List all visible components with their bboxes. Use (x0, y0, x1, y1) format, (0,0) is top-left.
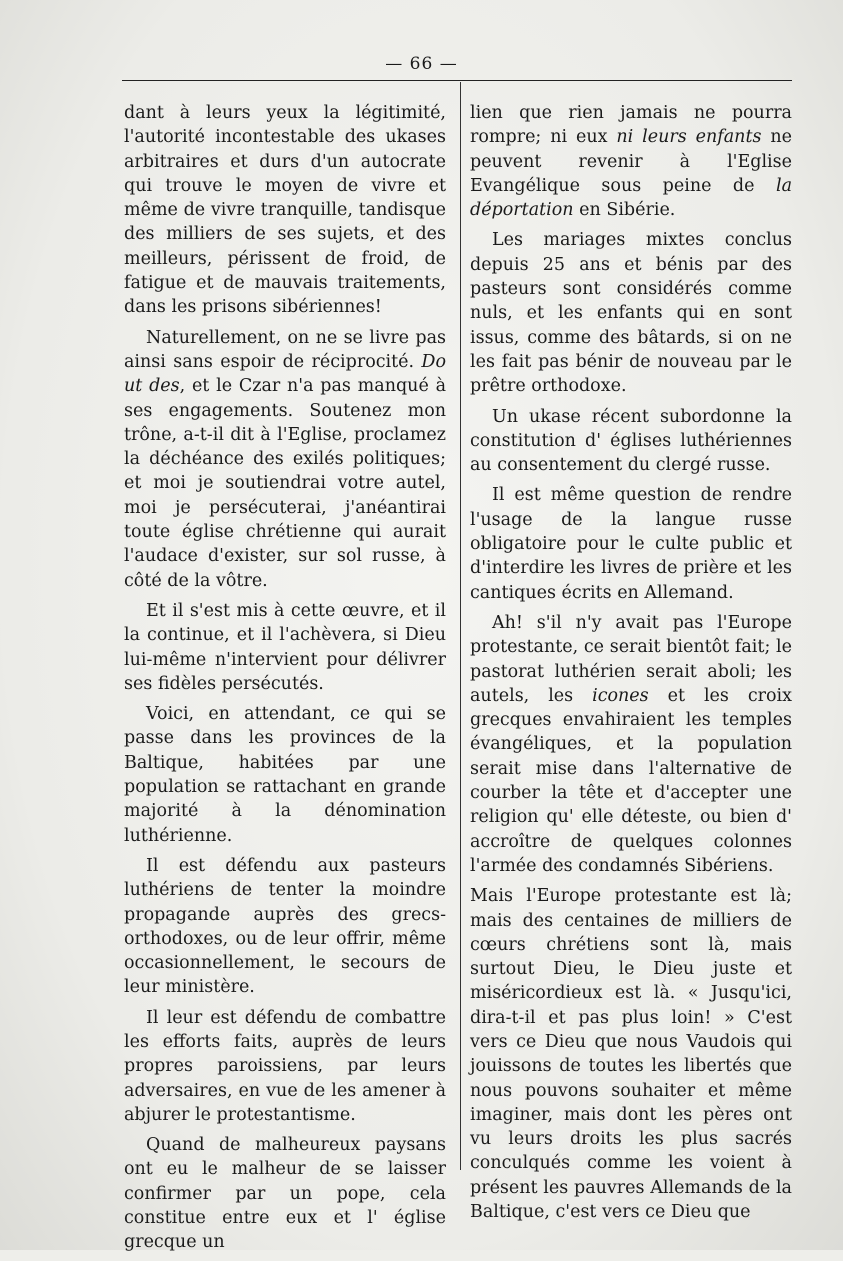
paragraph: Mais l'Europe protestante est là; mais des centaines de milliers de cœurs chrétiens sont là, mais surtout Dieu, le Dieu juste et miséricordieux est là. « Jusqu'ici, dira-t-il et pas plus loin! » C'est vers ce Dieu que nous Vaudois qui jouissons de toutes les libertés que nous pouvons souhaiter et même imaginer, mais dont les pères ont vu leurs droits les plus sacrés conculqués comme les voient à présent les pauvres Allemands de la Baltique, c'est vers ce Dieu que (470, 886, 792, 1223)
paragraph: Quand de malheureux paysans ont eu le malheur de se laisser confirmer par un pope, cela constitue entre eux et l' église grecque un (124, 1135, 446, 1253)
header-rule (122, 80, 792, 81)
text-run: en Sibérie. (573, 200, 676, 221)
paragraph (470, 611, 792, 878)
column-divider (460, 82, 461, 1170)
paragraph: Les mariages mixtes conclus depuis 25 ans et bénis par des pasteurs sont considérés comme nuls, et les enfants qui en sont issus, comme des bâtards, si on ne les fait pas bénir de nouveau par le prêtre orthodoxe. (470, 230, 792, 397)
paragraph: dant à leurs yeux la légitimité, l'autorité incontestable des ukases arbitraires et durs d'un autocrate qui trouve le moyen de vivre et même de vivre tranquille, tandisque des milliers de ses sujets, et des meilleurs, périssent de froid, de fatigue et de mauvais traitements, dans les prisons sibériennes! (124, 103, 446, 318)
italic-phrase: la déportation (470, 175, 792, 221)
paragraph: Un ukase récent subordonne la constitution d' églises luthériennes au consentement du clergé russe. (470, 406, 792, 476)
italic-phrase: Do ut des (124, 351, 446, 397)
paragraph (470, 101, 792, 222)
text-run: ne peuvent revenir à l'Eglise Evangélique sous peine de (470, 127, 792, 196)
paragraph: Voici, en attendant, ce qui se passe dans les provinces de la Baltique, habitées par une population se rattachant en grande majorité à la dénomination luthérienne. (124, 704, 446, 846)
left-column (124, 101, 446, 1261)
text-run: lien que rien jamais ne pourra rompre; ni eux (470, 103, 792, 148)
text-run: Ah! s'il n'y avait pas l'Europe protestante, ce serait bientôt fait; le pastorat luthérien serait aboli; les autels, les (470, 612, 792, 706)
text-run: et les croix grecques envahiraient les temples évangéliques, et la population serait mise dans l'alternative de courber la tête et d'accepter une religion qu' elle déteste, ou bien d' accroître de quelques colonnes l'armée des condamnés Sibériens. (470, 685, 793, 876)
italic-phrase: ni leurs enfants (616, 127, 762, 148)
paragraph: Et il s'est mis à cette œuvre, et il la continue, et il l'achèvera, si Dieu lui-même n'intervient pour délivrer ses fidèles persécutés. (124, 600, 446, 694)
paragraph: Il leur est défendu de combattre les efforts faits, auprès de leurs propres paroissiens, par leurs adversaires, en vue de les amener à abjurer le protestantisme. (124, 1007, 446, 1125)
right-column (470, 101, 792, 1230)
page-number: — 66 — (385, 54, 458, 74)
paragraph: Il est même question de rendre l'usage de la langue russe obligatoire pour le culte public et d'interdire les livres de prière et les cantiques écrits en Allemand. (470, 485, 792, 603)
text-run: , et le Czar n'a pas manqué à ses engagements. Soutenez mon trône, a-t-il dit à l'Eglise, proclamez la déchéance des exilés politiques; et moi je soutiendrai votre autel, moi je persécuterai, j'anéantirai toute église chrétienne qui aurait l'audace d'exister, sur sol russe, à côté de la vôtre. (124, 376, 447, 591)
paragraph: Il est défendu aux pasteurs luthériens de tenter la moindre propagande auprès des grecs-orthodoxes, ou de leur offrir, même occasionnellement, le secours de leur ministère. (124, 855, 446, 998)
italic-phrase: icones (592, 685, 649, 706)
text-run: Naturellement, on ne se livre pas ainsi sans espoir de réciprocité. (124, 327, 446, 372)
paragraph (124, 326, 446, 593)
